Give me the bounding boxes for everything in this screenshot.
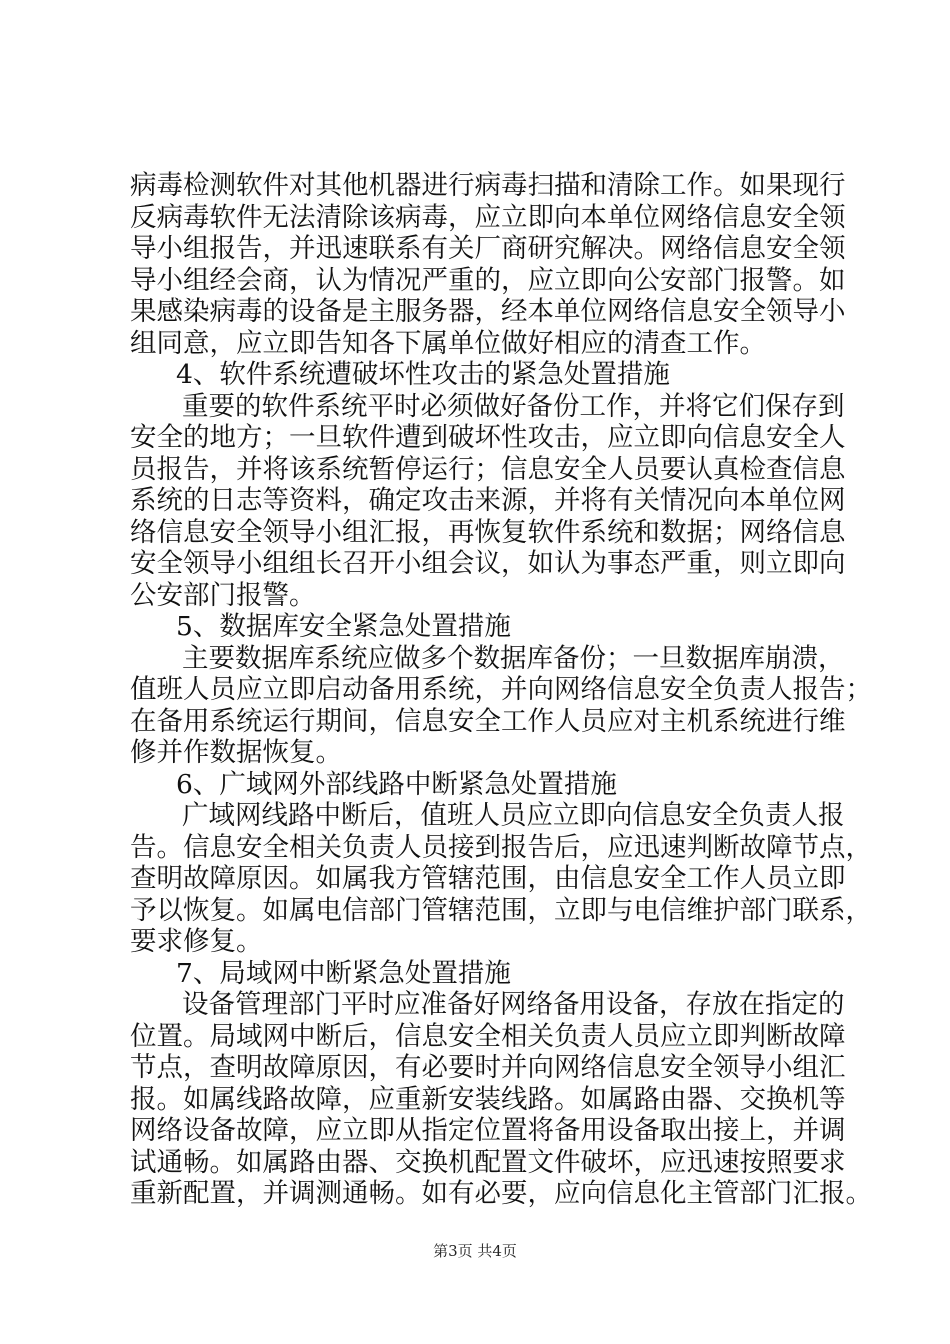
text-line: 主要数据库系统应做多个数据库备份；一旦数据库崩溃，	[182, 642, 845, 674]
text-line: 予以恢复。如属电信部门管辖范围，立即与电信维护部门联系，	[130, 894, 872, 926]
text-line: 在备用系统运行期间，信息安全工作人员应对主机系统进行维	[130, 705, 846, 737]
text-line: 节点，查明故障原因，有必要时并向网络信息安全领导小组汇	[130, 1052, 846, 1083]
text-line: 报。如属线路故障，应重新安装线路。如属路由器、交换机等	[130, 1083, 846, 1115]
text-line: 要求修复。	[130, 926, 263, 957]
text-line: 络信息安全领导小组汇报，再恢复软件系统和数据；网络信息	[130, 516, 846, 548]
text-line: 告。信息安全相关负责人员接到报告后，应迅速判断故障节点，	[130, 831, 872, 863]
section-heading: 4、软件系统遭破坏性攻击的紧急处置措施	[176, 359, 670, 390]
text-line: 系统的日志等资料，确定攻击来源，并将有关情况向本单位网	[130, 485, 846, 516]
section-heading: 5、数据库安全紧急处置措施	[176, 611, 511, 642]
text-line: 病毒检测软件对其他机器进行病毒扫描和清除工作。如果现行	[130, 170, 846, 201]
text-line: 位置。局域网中断后，信息安全相关负责人员应立即判断故障	[130, 1020, 846, 1052]
section-heading: 6、广域网外部线路中断紧急处置措施	[176, 768, 617, 800]
text-line: 安全的地方；一旦软件遭到破坏性攻击，应立即向信息安全人	[130, 422, 846, 453]
text-line: 导小组经会商，认为情况严重的，应立即向公安部门报警。如	[130, 264, 846, 296]
text-line: 试通畅。如属路由器、交换机配置文件破坏，应迅速按照要求	[130, 1146, 846, 1178]
text-line: 公安部门报警。	[130, 579, 316, 611]
text-line: 修并作数据恢复。	[130, 737, 342, 768]
text-line: 查明故障原因。如属我方管辖范围，由信息安全工作人员立即	[130, 863, 846, 894]
text-line: 果感染病毒的设备是主服务器，经本单位网络信息安全领导小	[130, 296, 846, 327]
text-line: 员报告，并将该系统暂停运行；信息安全人员要认真检查信息	[130, 453, 846, 485]
text-line: 网络设备故障，应立即从指定位置将备用设备取出接上，并调	[130, 1115, 846, 1146]
text-line: 重新配置，并调测通畅。如有必要，应向信息化主管部门汇报。	[130, 1178, 872, 1209]
section-heading: 7、局域网中断紧急处置措施	[176, 957, 511, 989]
text-line: 导小组报告，并迅速联系有关厂商研究解决。网络信息安全领	[130, 233, 846, 264]
text-line: 设备管理部门平时应准备好网络备用设备，存放在指定的	[182, 989, 845, 1020]
text-line: 反病毒软件无法清除该病毒，应立即向本单位网络信息安全领	[130, 201, 846, 233]
text-line: 广域网线路中断后，值班人员应立即向信息安全负责人报	[182, 800, 845, 831]
page-footer: 第3页 共4页	[433, 1242, 517, 1260]
text-line: 安全领导小组组长召开小组会议，如认为事态严重，则立即向	[130, 548, 846, 579]
text-line: 重要的软件系统平时必须做好备份工作，并将它们保存到	[182, 390, 845, 422]
text-line: 值班人员应立即启动备用系统，并向网络信息安全负责人报告；	[130, 674, 872, 705]
text-line: 组同意，应立即告知各下属单位做好相应的清查工作。	[130, 327, 766, 359]
document-body	[130, 170, 872, 1210]
